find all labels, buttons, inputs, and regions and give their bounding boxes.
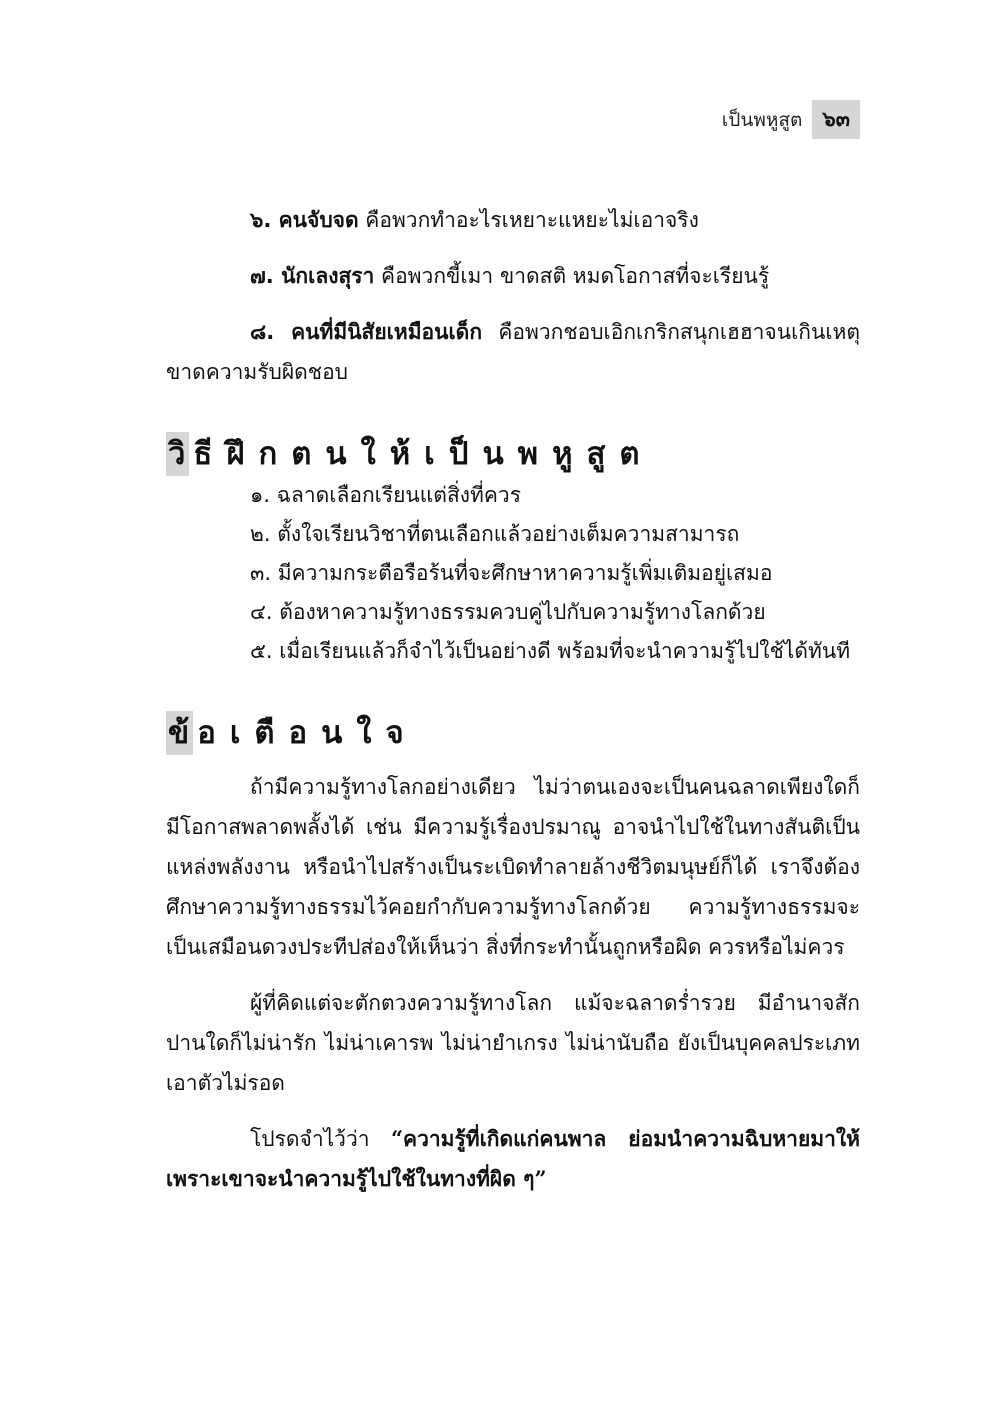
heading-highlight: วิ [166,432,189,476]
list-item: ๕. เมื่อเรียนแล้วก็จำไว้เป็นอย่างดี พร้อมที่จะนำความรู้ไปใช้ได้ทันที [250,639,851,663]
intro-item-text: คือพวกทำอะไรเหยาะแหยะไม่เอาจริง [358,208,699,232]
intro-item-label: ๗. นักเลงสุรา [250,264,375,288]
section-heading-training [166,432,860,476]
list-item: ๔. ต้องหาความรู้ทางธรรมควบคู่ไปกับความรู้ทางโลกด้วย [250,600,766,624]
intro-item-label: ๖. คนจับจด [250,208,359,232]
list-item: ๓. มีความกระตือรือร้นที่จะศึกษาหาความรู้เพิ่มเติมอยู่เสมอ [250,561,773,585]
intro-item-label: ๘. คนที่มีนิสัยเหมือนเด็ก [250,320,483,344]
reminder-paragraph-3 [166,1119,860,1199]
page-number: ๖๓ [812,100,860,139]
intro-item-6 [166,200,860,240]
intro-item-text: คือพวกชอบเอิกเกริกสนุกเฮฮาจนเกินเหตุ ขาดความรับผิดชอบ [166,320,860,384]
section-heading-reminder [166,711,860,755]
quote-lead: โปรดจำไว้ว่า [250,1127,391,1151]
heading-text: อเตือนใจ [197,715,418,751]
list-item: ๑. ฉลาดเลือกเรียนแต่สิ่งที่ควร [250,483,521,507]
training-list [166,476,860,671]
reminder-paragraph-1: ถ้ามีความรู้ทางโลกอย่างเดียว ไม่ว่าตนเองจะเป็นคนฉลาดเพียงใดก็มีโอกาสพลาดพลั้งได้ เช่น มีความรู้เรื่องปรมาณู อาจนำไปใช้ในทางสันติเป็นแหล่งพลังงาน หรือนำไปสร้างเป็นระเบิดทำลายล้างชีวิตมนุษย์ก็ได้ เราจึงต้องศึกษาความรู้ทางธรรมไว้คอยกำกับความรู้ทางโลกด้วย ความรู้ทางธรรมจะเป็นเสมือนดวงประทีปส่องให้เห็นว่า สิ่งที่กระทำนั้นถูกหรือผิด ควรหรือไม่ควร [166,775,860,959]
reminder-paragraph-2: ผู้ที่คิดแต่จะตักตวงความรู้ทางโลก แม้จะฉลาดร่ำรวย มีอำนาจสักปานใดก็ไม่น่ารัก ไม่น่าเคารพ ไม่น่ายำเกรง ไม่น่านับถือ ยังเป็นบุคคลประเภทเอาตัวไม่รอด [166,991,860,1095]
running-title: เป็นพหูสูต [721,108,803,131]
intro-item-7 [166,256,860,296]
heading-highlight: ข้ [166,711,193,755]
intro-item-text: คือพวกขี้เมา ขาดสติ หมดโอกาสที่จะเรียนรู้ [374,264,770,288]
list-item: ๒. ตั้งใจเรียนวิชาที่ตนเลือกแล้วอย่างเต็มความสามารถ [250,522,740,546]
quote-text: “ความรู้ที่เกิดแก่คนพาล ย่อมนำความฉิบหายมาให้ เพราะเขาจะนำความรู้ไปใช้ในทางที่ผิด ๆ” [166,1126,860,1191]
page-content [166,200,860,1199]
running-header [722,100,860,139]
heading-text: ธีฝึกตนให้เป็นพหูสูต [193,436,654,472]
intro-item-8 [166,312,860,392]
